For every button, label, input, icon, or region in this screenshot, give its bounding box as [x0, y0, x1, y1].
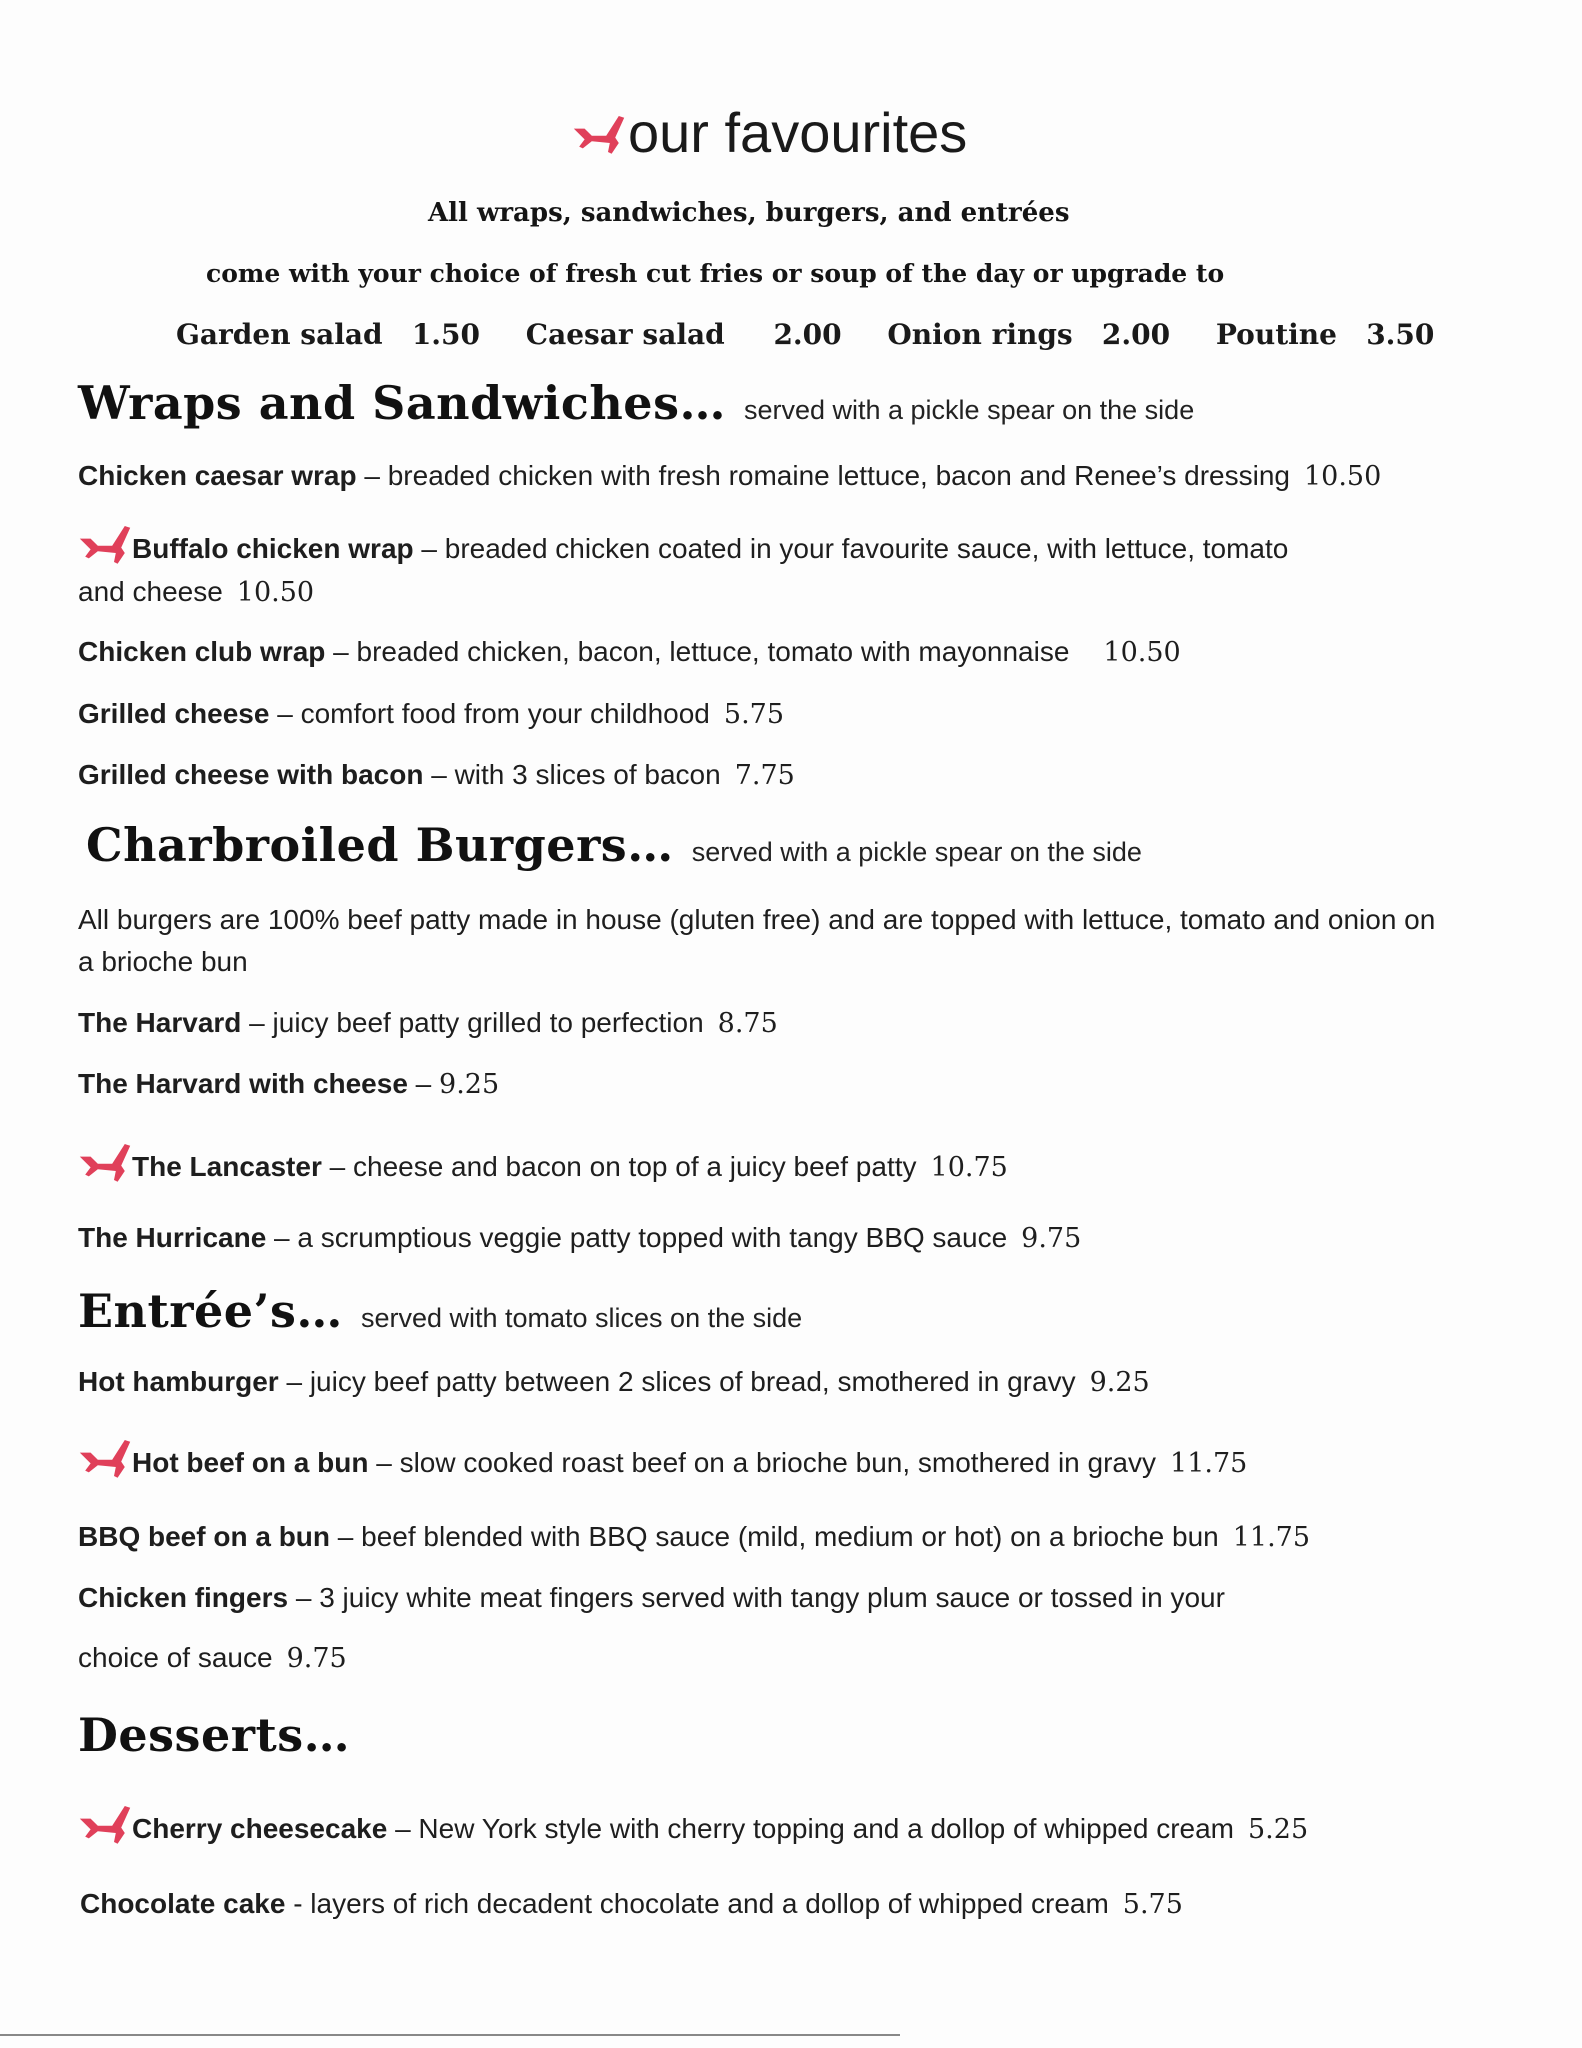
upgrade-caesar-salad: Caesar salad 2.00 [525, 318, 842, 351]
airplane-icon [78, 1436, 132, 1480]
menu-item: Buffalo chicken wrap – breaded chicken coated in your favourite sauce, with lettuce, tomato [78, 522, 1288, 566]
intro-line-1: All wraps, sandwiches, burgers, and entrées [428, 198, 1070, 228]
menu-item: Grilled cheese – comfort food from your childhood 5.75 [78, 698, 785, 730]
section-heading-burgers: Charbroiled Burgers… served with a pickle spear on the side [86, 818, 1142, 872]
airplane-icon [78, 1140, 132, 1184]
section-heading-desserts: Desserts… [78, 1708, 351, 1762]
menu-item-continued: choice of sauce 9.75 [78, 1642, 347, 1674]
menu-item-continued: and cheese 10.50 [78, 576, 315, 608]
section-note: served with tomato slices on the side [360, 1303, 803, 1333]
menu-item: Grilled cheese with bacon – with 3 slices of bacon 7.75 [78, 759, 795, 791]
upgrade-garden-salad: Garden salad 1.50 [176, 318, 481, 351]
menu-item: Hot hamburger – juicy beef patty between 2 slices of bread, smothered in gravy 9.25 [78, 1366, 1150, 1398]
menu-item: Cherry cheesecake – New York style with cherry topping and a dollop of whipped cream 5.25 [78, 1802, 1308, 1846]
upgrade-onion-rings: Onion rings 2.00 [887, 318, 1171, 351]
page-bottom-rule [0, 2034, 900, 2036]
menu-item: Chicken club wrap – breaded chicken, bacon, lettuce, tomato with mayonnaise 10.50 [78, 636, 1181, 668]
menu-item: Chicken fingers – 3 juicy white meat fingers served with tangy plum sauce or tossed in your [78, 1582, 1225, 1613]
menu-item: Chocolate cake - layers of rich decadent chocolate and a dollop of whipped cream 5.75 [80, 1888, 1183, 1920]
section-note: served with a pickle spear on the side [743, 395, 1195, 425]
upgrade-options [176, 318, 1434, 351]
airplane-icon [78, 522, 132, 566]
menu-item: The Lancaster – cheese and bacon on top of a juicy beef patty 10.75 [78, 1140, 1008, 1184]
menu-item: BBQ beef on a bun – beef blended with BBQ sauce (mild, medium or hot) on a brioche bun 11.75 [78, 1521, 1311, 1553]
airplane-icon [572, 112, 626, 156]
menu-item: The Harvard with cheese – 9.25 [78, 1068, 500, 1100]
upgrade-poutine: Poutine 3.50 [1215, 318, 1435, 351]
menu-item: Chicken caesar wrap – breaded chicken with fresh romaine lettuce, bacon and Renee’s dressing 10.50 [78, 460, 1382, 492]
section-heading-wraps: Wraps and Sandwiches… served with a pickle spear on the side [78, 376, 1195, 430]
burgers-info-line-1: All burgers are 100% beef patty made in house (gluten free) and are topped with lettuce, tomato and onion on [78, 904, 1436, 935]
section-heading-entrees: Entrée’s… served with tomato slices on the side [78, 1284, 803, 1338]
section-note: served with a pickle spear on the side [691, 837, 1142, 867]
menu-item: The Hurricane – a scrumptious veggie patty topped with tangy BBQ sauce 9.75 [78, 1222, 1082, 1254]
menu-item: The Harvard – juicy beef patty grilled to perfection 8.75 [78, 1007, 778, 1039]
airplane-icon [78, 1802, 132, 1846]
intro-line-2: come with your choice of fresh cut fries or soup of the day or upgrade to [206, 259, 1225, 288]
page-title: our favourites [572, 100, 967, 165]
burgers-info-line-2: a brioche bun [78, 946, 248, 977]
menu-item: Hot beef on a bun – slow cooked roast beef on a brioche bun, smothered in gravy 11.75 [78, 1436, 1247, 1480]
